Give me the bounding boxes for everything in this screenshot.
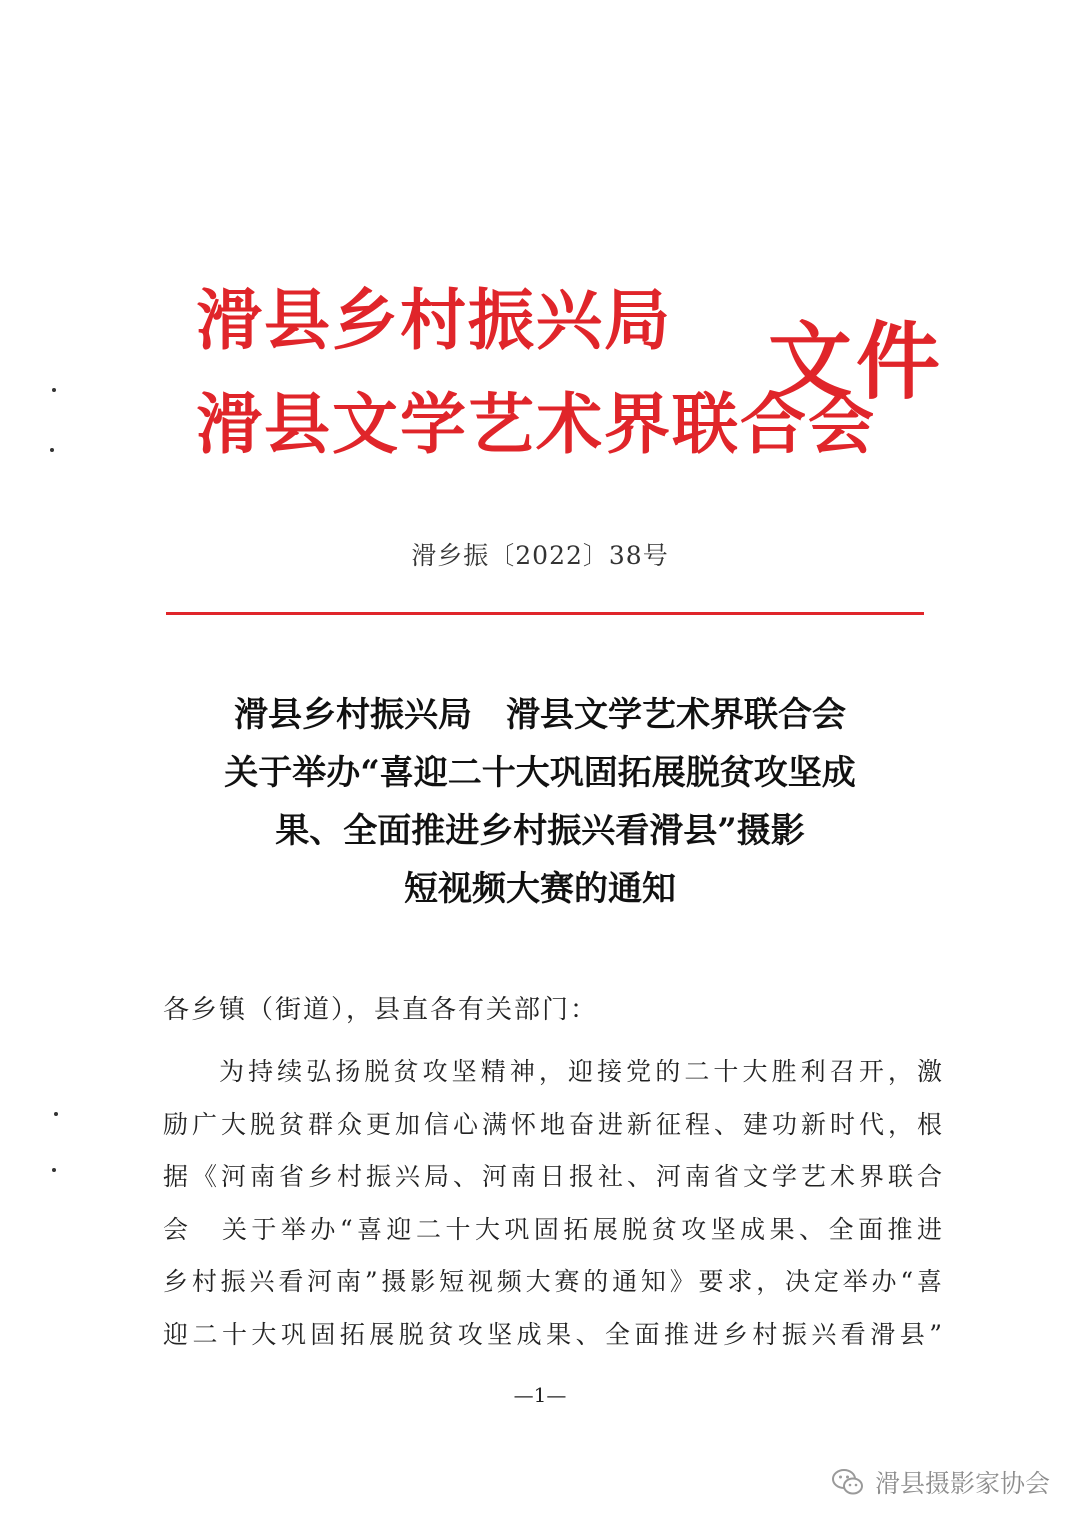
body-line: 据《河南省乡村振兴局、河南日报社、河南省文学艺术界联合 xyxy=(163,1162,943,1191)
notice-title xyxy=(130,686,950,918)
scan-speck xyxy=(50,448,54,452)
title-line: 滑县乡村振兴局 滑县文学艺术界联合会 xyxy=(234,695,846,735)
salutation: 各乡镇（街道），县直各有关部门： xyxy=(163,995,599,1025)
issuer-name: 滑县文学艺术界联合会 xyxy=(196,385,876,463)
title-line: 关于举办“喜迎二十大巩固拓展脱贫攻坚成 xyxy=(224,753,856,793)
document-type: 文件 xyxy=(768,312,945,411)
body-line: 迎二十大巩固拓展脱贫攻坚成果、全面推进乡村振兴看滑县” xyxy=(163,1319,943,1349)
source-watermark xyxy=(831,1464,1050,1500)
notice-body xyxy=(163,1046,943,1361)
header-divider xyxy=(166,612,924,615)
scan-speck xyxy=(54,1112,58,1116)
scan-speck xyxy=(52,388,56,392)
title-line: 果、全面推进乡村振兴看滑县”摄影 xyxy=(275,811,805,851)
wechat-icon xyxy=(831,1467,865,1497)
watermark-text: 滑县摄影家协会 xyxy=(874,1469,1050,1498)
body-line: 为持续弘扬脱贫攻坚精神，迎接党的二十大胜利召开，激 xyxy=(219,1057,943,1086)
body-line: 励广大脱贫群众更加信心满怀地奋进新征程、建功新时代，根 xyxy=(163,1109,943,1139)
document-number: 滑乡振〔2022〕38号 xyxy=(411,541,669,570)
title-line: 短视频大赛的通知 xyxy=(404,869,676,909)
scan-speck xyxy=(52,1168,56,1172)
body-line: 乡村振兴看河南”摄影短视频大赛的通知》要求，决定举办“喜 xyxy=(163,1267,943,1296)
body-line: 会 关于举办“喜迎二十大巩固拓展脱贫攻坚成果、全面推进 xyxy=(163,1214,943,1244)
page-number: —1— xyxy=(513,1383,567,1407)
issuer-name: 滑县乡村振兴局 xyxy=(196,281,672,359)
